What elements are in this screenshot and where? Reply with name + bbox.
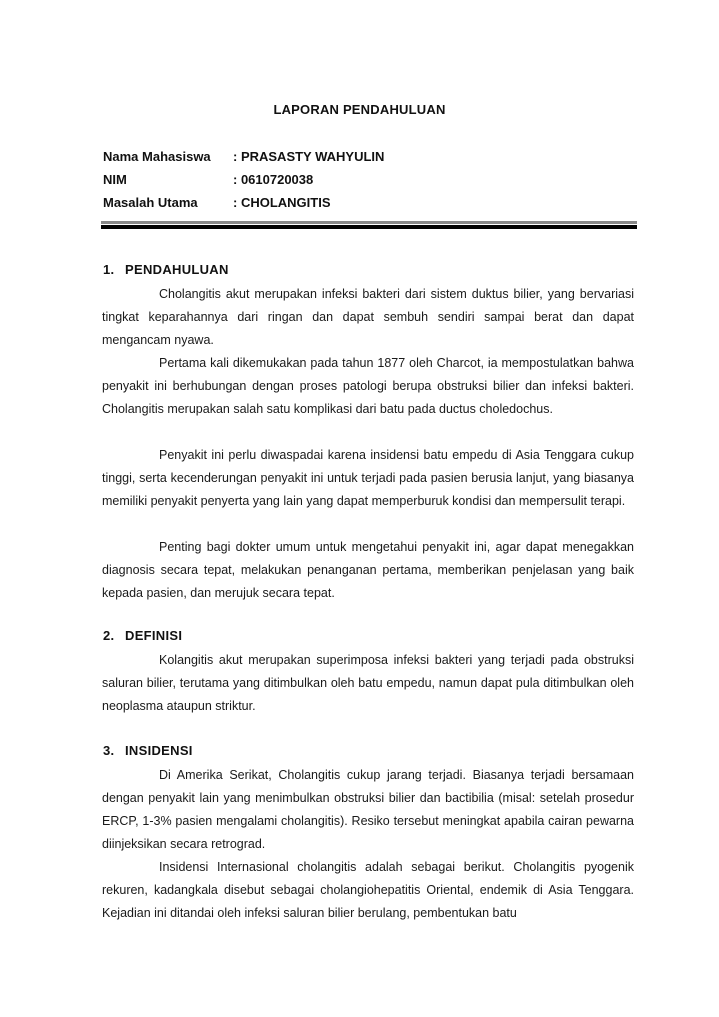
document-title: LAPORAN PENDAHULUAN [273, 102, 446, 117]
section-heading-definisi [103, 628, 182, 643]
section-number: 1. [103, 262, 115, 277]
paragraph: Pertama kali dikemukakan pada tahun 1877 oleh Charcot, ia mempostulatkan bahwa penyakit ini berhubungan dengan proses patologi berupa obstruksi bilier dan infeksi bakteri. Cholangitis merupakan salah satu komplikasi dari batu pada ductus choledochus. [102, 356, 634, 416]
section-title: PENDAHULUAN [125, 262, 229, 277]
paragraph: Insidensi Internasional cholangitis adalah sebagai berikut. Cholangitis pyogenik rekuren, kadangkala disebut sebagai cholangiohepatitis Oriental, endemik di Asia Tenggara. Kejadian ini ditandai oleh infeksi saluran bilier berulang, pembentukan batu [102, 860, 634, 920]
paragraph: Di Amerika Serikat, Cholangitis cukup jarang terjadi. Biasanya terjadi bersamaan dengan penyakit lain yang menimbulkan obstruksi bilier dan bactibilia (misal: setelah prosedur ERCP, 1-3% pasien mengalami cholangitis). Resiko tersebut meningkat apabila cairan pewarna diinjeksikan secara retrograd. [102, 768, 634, 851]
info-value: : 0610720038 [233, 172, 314, 187]
paragraph: Cholangitis akut merupakan infeksi bakteri dari sistem duktus bilier, yang bervariasi tingkat keparahannya dari ringan dan dapat sembuh sendiri sampai berat dan dapat mengancam nyawa. [102, 287, 634, 347]
section-number: 2. [103, 628, 115, 643]
paragraph: Penting bagi dokter umum untuk mengetahui penyakit ini, agar dapat menegakkan diagnosis secara tepat, melakukan penanganan pertama, memberikan penjelasan yang baik kepada pasien, dan merujuk secara tepat. [102, 540, 634, 600]
info-value: : PRASASTY WAHYULIN [233, 149, 385, 164]
section-heading-insidensi [103, 743, 193, 758]
info-label: NIM [103, 172, 127, 187]
info-label: Nama Mahasiswa [103, 149, 211, 164]
header-divider-thick [101, 225, 637, 229]
section-title: DEFINISI [125, 628, 183, 643]
info-row-nim [103, 171, 384, 194]
paragraph: Penyakit ini perlu diwaspadai karena insidensi batu empedu di Asia Tenggara cukup tinggi, serta kecenderungan penyakit ini untuk terjadi pada pasien berusia lanjut, yang biasanya memiliki penyakit penyerta yang lain yang dapat memperburuk kondisi dan mempersulit terapi. [102, 448, 634, 508]
info-label: Masalah Utama [103, 195, 198, 210]
student-info [103, 148, 384, 217]
section-title: INSIDENSI [125, 743, 193, 758]
info-row-name [103, 148, 384, 171]
section-heading-pendahuluan [103, 262, 229, 277]
paragraph: Kolangitis akut merupakan superimposa infeksi bakteri yang terjadi pada obstruksi saluran bilier, terutama yang ditimbulkan oleh batu empedu, namun dapat pula ditimbulkan oleh neoplasma ataupun striktur. [102, 653, 634, 713]
section-number: 3. [103, 743, 115, 758]
info-value: : CHOLANGITIS [233, 195, 331, 210]
header-divider-thin [101, 221, 637, 224]
info-row-main-problem [103, 194, 384, 217]
